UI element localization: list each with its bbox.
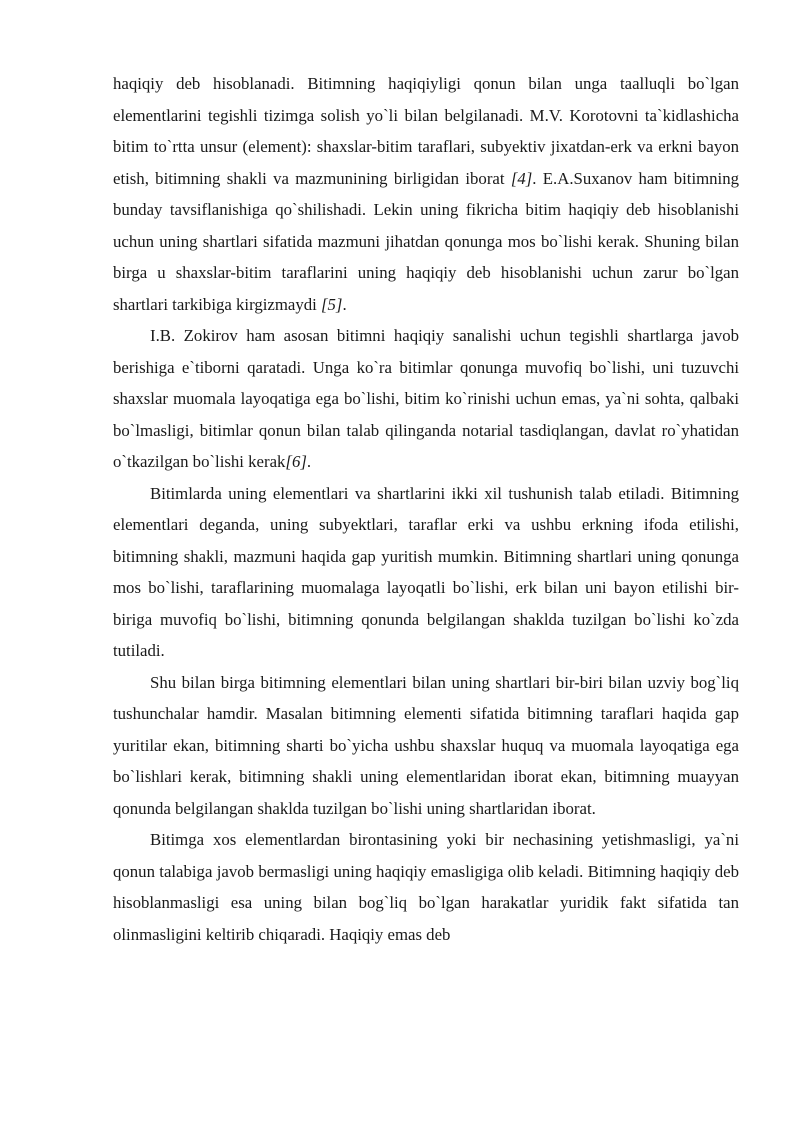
document-body [113,68,739,950]
paragraph-3 [113,478,739,667]
paragraph-4 [113,667,739,825]
citation-4: [4] [510,168,533,188]
paragraph-1-text-3: . [342,294,347,314]
paragraph-1-text-2: . E.A.Suxanov ham bitimning bunday tavsiflanishiga qo`shilishadi. Lekin uning fikricha bitim haqiqiy deb hisoblanishi uchun uning shartlari sifatida mazmuni jihatdan qonunga mos bo`lishi kerak. Shuning bilan birga u shaxslar-bitim taraflarini uning haqiqiy deb hisoblanishi uchun zarur bo`lgan shartlari tarkibiga kirgizmaydi [113,168,739,314]
paragraph-5 [113,824,739,950]
citation-6: [6] [285,452,307,471]
citation-5: [5] [321,294,343,314]
paragraph-2-text-2: . [306,452,312,471]
paragraph-2-text-1: I.B. Zokirov ham asosan bitimni haqiqiy sanalishi uchun tegishli shartlarga javob berishiga e`tiborni qaratadi. Unga ko`ra bitimlar qonunga muvofiq bo`lishi, uni tuzuvchi shaxslar muomala layoqatiga ega bo`lishi, bitim ko`rinishi uchun emas, ya`ni sohta, qalbaki bo`lmasligi, bitimlar qonun bilan talab qilinganda notarial tasdiqlangan, davlat ro`yhatidan o`tkazilgan bo`lishi kerak [113,326,739,471]
paragraph-1-text-1: haqiqiy deb hisoblanadi. Bitimning haqiqiyligi qonun bilan unga taalluqli bo`lgan elementlarini tegishli tizimga solish yo`li bilan belgilanadi. M.V. Korotovni ta`kidlashicha bitim to`rtta unsur (element): shaxslar-bitim taraflari, subyektiv jixatdan-erk va erkni bayon etish, bitimning shakli va mazmunining birligidan iborat [113,74,739,188]
paragraph-1 [113,68,739,320]
paragraph-4-text-1: Shu bilan birga bitimning elementlari bilan uning shartlari bir-biri bilan uzviy bog`liq tushunchalar hamdir. Masalan bitimning elementi sifatida bitimning taraflari haqida gap yuritilar ekan, bitimning sharti bo`yicha ushbu shaxslar huquq va muomala layoqatiga ega bo`lishlari kerak, bitimning shakli uning elementlaridan iborat ekan, bitimning muayyan qonunda belgilangan shaklda tuzilgan bo`lishi uning shartlaridan iborat. [113,672,739,818]
paragraph-2 [113,320,739,478]
paragraph-5-text-1: Bitimga xos elementlardan birontasining yoki bir nechasining yetishmasligi, ya`ni qonun talabiga javob bermasligi uning haqiqiy emasligiga olib keladi. Bitimning haqiqiy deb hisoblanmasligi esa uning bilan bog`liq bo`lgan harakatlar yuridik fakt sifatida tan olinmasligini keltirib chiqaradi. Haqiqiy emas deb [113,830,739,944]
paragraph-3-text-1: Bitimlarda uning elementlari va shartlarini ikki xil tushunish talab etiladi. Bitimning elementlari deganda, uning subyektlari, taraflar erki va ushbu erkning ifoda etilishi, bitimning shakli, mazmuni haqida gap yuritish mumkin. Bitimning shartlari uning qonunga mos bo`lishi, taraflarining muomalaga layoqatli bo`lishi, erk bilan uni bayon etilishi bir-biriga muvofiq bo`lishi, bitimning qonunda belgilangan shaklda tuzilgan bo`lishi ko`zda tutiladi. [113,483,739,660]
